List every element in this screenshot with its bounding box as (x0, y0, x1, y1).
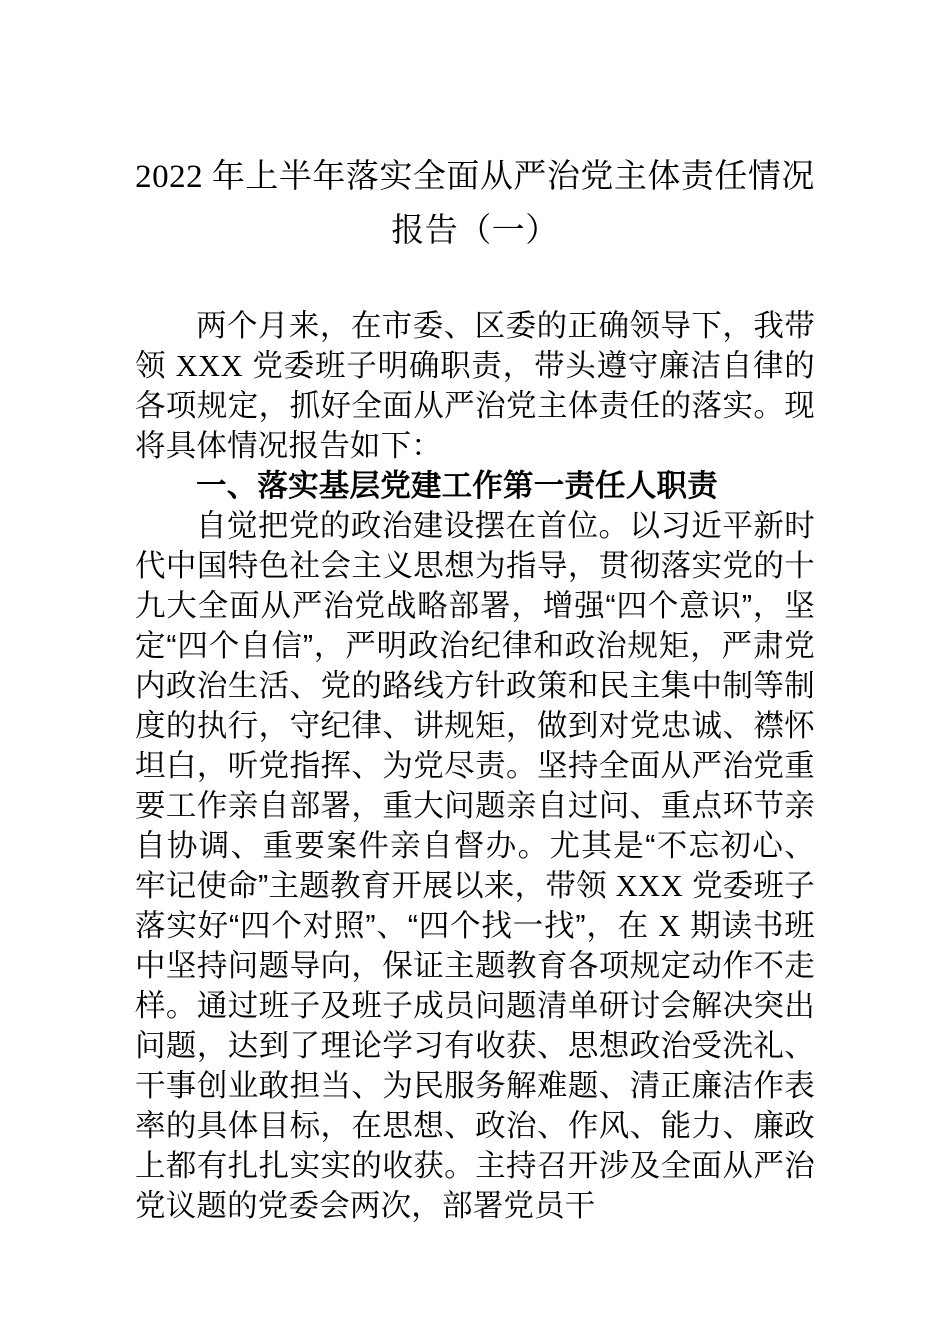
document-title: 2022 年上半年落实全面从严治党主体责任情况报告（一） (135, 159, 815, 249)
section-heading-1: 一、落实基层党建工作第一责任人职责 (196, 469, 718, 503)
document-body (135, 150, 815, 1226)
paragraph-section-1-body: 自觉把党的政治建设摆在首位。以习近平新时代中国特色社会主义思想为指导，贯彻落实党的十九大全面从严治党战略部署，增强“四个意识”，坚定“四个自信”，严明政治纪律和政治规矩，严肃党内政治生活、党的路线方针政策和民主集中制等制度的执行，守纪律、讲规矩，做到对党忠诚、襟怀坦白，听党指挥、为党尽责。坚持全面从严治党重要工作亲自部署，重大问题亲自过问、重点环节亲自协调、重要案件亲自督办。尤其是“不忘初心、牢记使命”主题教育开展以来，带领 XXX 党委班子落实好“四个对照”、“四个找一找”，在 X 期读书班中坚持问题导向，保证主题教育各项规定动作不走样。通过班子及班子成员问题清单研讨会解决突出问题，达到了理论学习有收获、思想政治受洗礼、干事创业敢担当、为民服务解难题、清正廉洁作表率的具体目标，在思想、政治、作风、能力、廉政上都有扎扎实实的收获。主持召开涉及全面从严治党议题的党委会两次，部署党员干 (135, 509, 815, 1223)
paragraph-intro: 两个月来，在市委、区委的正确领导下，我带领 XXX 党委班子明确职责，带头遵守廉洁自律的各项规定，抓好全面从严治党主体责任的落实。现将具体情况报告如下： (135, 309, 816, 463)
